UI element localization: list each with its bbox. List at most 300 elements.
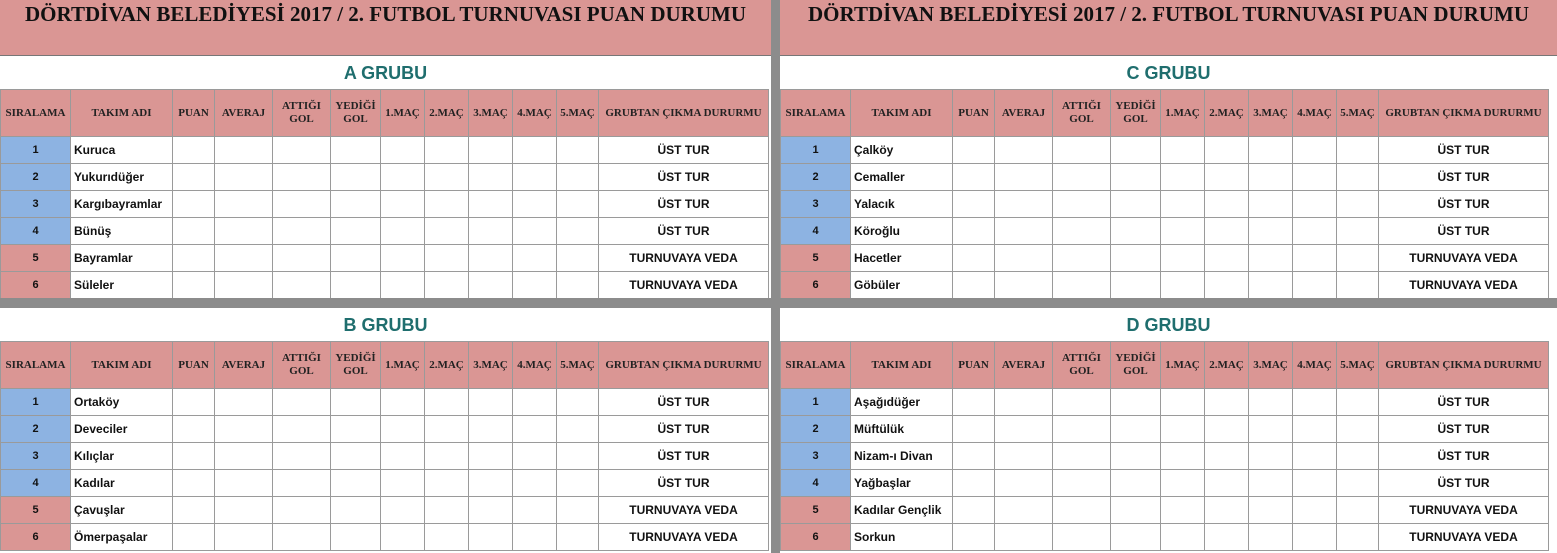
average-cell (995, 245, 1053, 272)
match-2-cell (425, 416, 469, 443)
standings-row (781, 470, 1549, 497)
points-cell (953, 164, 995, 191)
goals-for-cell (1053, 272, 1111, 299)
team-name-cell: Aşağıdüğer (851, 389, 953, 416)
goals-for-cell (1053, 524, 1111, 551)
header-match-2: 2.MAÇ (1205, 90, 1249, 137)
match-3-cell (469, 137, 513, 164)
header-team: TAKIM ADI (71, 342, 173, 389)
match-5-cell (1337, 272, 1379, 299)
rank-cell: 4 (781, 218, 851, 245)
match-4-cell (513, 524, 557, 551)
match-5-cell (1337, 218, 1379, 245)
status-cell: ÜST TUR (1379, 389, 1549, 416)
match-2-cell (425, 137, 469, 164)
team-name-cell: Cemaller (851, 164, 953, 191)
header-group-status: GRUBTAN ÇIKMA DURURMU (599, 342, 769, 389)
team-name-cell: Deveciler (71, 416, 173, 443)
match-5-cell (1337, 191, 1379, 218)
points-cell (953, 524, 995, 551)
match-4-cell (513, 191, 557, 218)
match-3-cell (469, 497, 513, 524)
header-goals-against: YEDİĞİ GOL (331, 342, 381, 389)
match-4-cell (513, 389, 557, 416)
standings-row (1, 524, 769, 551)
header-goals-for: ATTIĞI GOL (273, 342, 331, 389)
match-2-cell (1205, 524, 1249, 551)
match-3-cell (1249, 272, 1293, 299)
rank-cell: 3 (781, 191, 851, 218)
match-3-cell (1249, 524, 1293, 551)
goals-against-cell (1111, 497, 1161, 524)
goals-against-cell (331, 245, 381, 272)
status-cell: ÜST TUR (599, 443, 769, 470)
average-cell (995, 470, 1053, 497)
goals-for-cell (273, 245, 331, 272)
match-4-cell (513, 443, 557, 470)
match-2-cell (425, 272, 469, 299)
match-2-cell (425, 164, 469, 191)
standings-row (1, 191, 769, 218)
goals-for-cell (273, 218, 331, 245)
match-1-cell (381, 218, 425, 245)
page-title-right: DÖRTDİVAN BELEDİYESİ 2017 / 2. FUTBOL TURNUVASI PUAN DURUMU (780, 0, 1557, 56)
goals-against-cell (1111, 443, 1161, 470)
rank-cell: 4 (781, 470, 851, 497)
header-goals-for: ATTIĞI GOL (1053, 90, 1111, 137)
team-name-cell: Sorkun (851, 524, 953, 551)
header-match-5: 5.MAÇ (557, 90, 599, 137)
points-cell (953, 443, 995, 470)
match-4-cell (513, 245, 557, 272)
rank-cell: 1 (781, 389, 851, 416)
header-group-status: GRUBTAN ÇIKMA DURURMU (1379, 90, 1549, 137)
status-cell: TURNUVAYA VEDA (1379, 245, 1549, 272)
status-cell: ÜST TUR (599, 416, 769, 443)
status-cell: ÜST TUR (1379, 218, 1549, 245)
header-rank: SIRALAMA (1, 90, 71, 137)
points-cell (953, 218, 995, 245)
team-name-cell: Bayramlar (71, 245, 173, 272)
match-3-cell (1249, 164, 1293, 191)
match-1-cell (381, 164, 425, 191)
average-cell (215, 416, 273, 443)
goals-for-cell (1053, 470, 1111, 497)
average-cell (215, 191, 273, 218)
match-3-cell (1249, 137, 1293, 164)
header-match-5: 5.MAÇ (1337, 342, 1379, 389)
header-rank: SIRALAMA (781, 90, 851, 137)
points-cell (173, 416, 215, 443)
points-cell (953, 191, 995, 218)
team-name-cell: Kadılar Gençlik (851, 497, 953, 524)
rank-cell: 5 (1, 245, 71, 272)
match-1-cell (381, 389, 425, 416)
match-2-cell (1205, 497, 1249, 524)
status-cell: TURNUVAYA VEDA (599, 245, 769, 272)
average-cell (995, 443, 1053, 470)
match-3-cell (1249, 245, 1293, 272)
match-5-cell (557, 416, 599, 443)
match-2-cell (425, 443, 469, 470)
points-cell (173, 191, 215, 218)
match-5-cell (1337, 524, 1379, 551)
match-5-cell (557, 470, 599, 497)
match-1-cell (381, 497, 425, 524)
match-4-cell (1293, 497, 1337, 524)
match-1-cell (1161, 191, 1205, 218)
team-name-cell: Ortaköy (71, 389, 173, 416)
match-2-cell (425, 218, 469, 245)
match-5-cell (557, 497, 599, 524)
average-cell (215, 272, 273, 299)
header-average: AVERAJ (995, 90, 1053, 137)
standings-row (1, 137, 769, 164)
match-4-cell (1293, 443, 1337, 470)
match-5-cell (557, 272, 599, 299)
standings-row (781, 272, 1549, 299)
match-4-cell (1293, 137, 1337, 164)
standings-row (781, 191, 1549, 218)
rank-cell: 6 (1, 524, 71, 551)
match-3-cell (1249, 443, 1293, 470)
match-3-cell (1249, 389, 1293, 416)
standings-row (1, 272, 769, 299)
header-goals-against: YEDİĞİ GOL (1111, 90, 1161, 137)
match-5-cell (557, 164, 599, 191)
header-match-1: 1.MAÇ (381, 342, 425, 389)
match-2-cell (1205, 164, 1249, 191)
match-4-cell (1293, 191, 1337, 218)
status-cell: ÜST TUR (1379, 191, 1549, 218)
goals-against-cell (331, 470, 381, 497)
status-cell: TURNUVAYA VEDA (599, 272, 769, 299)
points-cell (173, 389, 215, 416)
match-1-cell (1161, 389, 1205, 416)
goals-for-cell (273, 191, 331, 218)
average-cell (215, 389, 273, 416)
match-5-cell (557, 524, 599, 551)
match-1-cell (1161, 245, 1205, 272)
match-1-cell (1161, 137, 1205, 164)
status-cell: ÜST TUR (599, 218, 769, 245)
match-2-cell (1205, 218, 1249, 245)
standings-row (781, 443, 1549, 470)
goals-for-cell (1053, 218, 1111, 245)
match-4-cell (1293, 272, 1337, 299)
standings-row (1, 218, 769, 245)
points-cell (173, 218, 215, 245)
points-cell (953, 137, 995, 164)
team-name-cell: Kuruca (71, 137, 173, 164)
match-1-cell (1161, 524, 1205, 551)
match-2-cell (1205, 245, 1249, 272)
goals-against-cell (1111, 191, 1161, 218)
points-cell (953, 497, 995, 524)
points-cell (173, 164, 215, 191)
match-4-cell (1293, 470, 1337, 497)
status-cell: TURNUVAYA VEDA (599, 524, 769, 551)
standings-row (1, 164, 769, 191)
match-1-cell (1161, 497, 1205, 524)
goals-for-cell (273, 137, 331, 164)
team-name-cell: Bünüş (71, 218, 173, 245)
match-5-cell (1337, 137, 1379, 164)
header-points: PUAN (953, 90, 995, 137)
goals-against-cell (1111, 272, 1161, 299)
team-name-cell: Süleler (71, 272, 173, 299)
header-match-3: 3.MAÇ (469, 90, 513, 137)
header-points: PUAN (173, 90, 215, 137)
match-5-cell (1337, 389, 1379, 416)
match-1-cell (1161, 416, 1205, 443)
team-name-cell: Yağbaşlar (851, 470, 953, 497)
team-name-cell: Kılıçlar (71, 443, 173, 470)
match-2-cell (425, 497, 469, 524)
header-match-3: 3.MAÇ (1249, 342, 1293, 389)
team-name-cell: Köroğlu (851, 218, 953, 245)
match-2-cell (425, 470, 469, 497)
match-1-cell (381, 470, 425, 497)
rank-cell: 5 (781, 245, 851, 272)
group-title-c: C GRUBU (1126, 63, 1211, 83)
rank-cell: 4 (1, 470, 71, 497)
match-4-cell (1293, 245, 1337, 272)
match-5-cell (1337, 470, 1379, 497)
match-1-cell (381, 524, 425, 551)
standings-row (781, 416, 1549, 443)
group-table-b (0, 341, 769, 551)
header-match-1: 1.MAÇ (1161, 342, 1205, 389)
match-3-cell (1249, 497, 1293, 524)
average-cell (215, 443, 273, 470)
group-table-c (780, 89, 1549, 299)
standings-row (781, 497, 1549, 524)
goals-against-cell (331, 137, 381, 164)
header-points: PUAN (173, 342, 215, 389)
header-match-3: 3.MAÇ (1249, 90, 1293, 137)
team-name-cell: Ömerpaşalar (71, 524, 173, 551)
header-match-5: 5.MAÇ (557, 342, 599, 389)
standings-row (781, 218, 1549, 245)
standings-row (781, 137, 1549, 164)
rank-cell: 2 (1, 416, 71, 443)
rank-cell: 2 (781, 416, 851, 443)
match-4-cell (513, 164, 557, 191)
match-2-cell (1205, 389, 1249, 416)
average-cell (995, 191, 1053, 218)
match-5-cell (557, 245, 599, 272)
goals-for-cell (1053, 389, 1111, 416)
goals-against-cell (331, 272, 381, 299)
status-cell: TURNUVAYA VEDA (1379, 497, 1549, 524)
goals-for-cell (273, 272, 331, 299)
goals-against-cell (331, 416, 381, 443)
points-cell (173, 470, 215, 497)
match-1-cell (1161, 164, 1205, 191)
average-cell (995, 137, 1053, 164)
match-5-cell (1337, 416, 1379, 443)
goals-against-cell (1111, 470, 1161, 497)
goals-against-cell (1111, 416, 1161, 443)
team-name-cell: Müftülük (851, 416, 953, 443)
header-match-4: 4.MAÇ (513, 342, 557, 389)
header-match-5: 5.MAÇ (1337, 90, 1379, 137)
goals-against-cell (1111, 524, 1161, 551)
average-cell (995, 497, 1053, 524)
match-1-cell (1161, 218, 1205, 245)
match-3-cell (469, 164, 513, 191)
goals-for-cell (273, 164, 331, 191)
match-2-cell (1205, 470, 1249, 497)
match-3-cell (469, 524, 513, 551)
match-5-cell (1337, 443, 1379, 470)
match-5-cell (1337, 164, 1379, 191)
goals-against-cell (1111, 389, 1161, 416)
goals-for-cell (1053, 245, 1111, 272)
goals-against-cell (331, 389, 381, 416)
match-2-cell (1205, 443, 1249, 470)
left-standings-panel (0, 0, 771, 553)
match-5-cell (557, 218, 599, 245)
group-title-b: B GRUBU (343, 315, 428, 335)
match-2-cell (1205, 416, 1249, 443)
goals-for-cell (273, 443, 331, 470)
goals-against-cell (331, 164, 381, 191)
header-rank: SIRALAMA (1, 342, 71, 389)
rank-cell: 3 (781, 443, 851, 470)
team-name-cell: Göbüler (851, 272, 953, 299)
points-cell (953, 389, 995, 416)
average-cell (995, 389, 1053, 416)
header-rank: SIRALAMA (781, 342, 851, 389)
team-name-cell: Çavuşlar (71, 497, 173, 524)
match-4-cell (1293, 218, 1337, 245)
group-table-a (0, 89, 769, 299)
average-cell (215, 524, 273, 551)
match-1-cell (381, 443, 425, 470)
header-match-1: 1.MAÇ (1161, 90, 1205, 137)
goals-against-cell (331, 218, 381, 245)
group-title-a: A GRUBU (343, 63, 428, 83)
points-cell (173, 137, 215, 164)
header-match-3: 3.MAÇ (469, 342, 513, 389)
rank-cell: 3 (1, 191, 71, 218)
standings-row (1, 443, 769, 470)
standings-row (1, 416, 769, 443)
match-1-cell (1161, 470, 1205, 497)
header-average: AVERAJ (215, 342, 273, 389)
match-1-cell (1161, 443, 1205, 470)
rank-cell: 1 (1, 137, 71, 164)
header-group-status: GRUBTAN ÇIKMA DURURMU (599, 90, 769, 137)
goals-for-cell (273, 497, 331, 524)
goals-for-cell (1053, 137, 1111, 164)
header-match-4: 4.MAÇ (1293, 90, 1337, 137)
standings-row (781, 524, 1549, 551)
match-2-cell (1205, 137, 1249, 164)
header-team: TAKIM ADI (71, 90, 173, 137)
average-cell (995, 524, 1053, 551)
match-4-cell (1293, 416, 1337, 443)
standings-row (1, 497, 769, 524)
team-name-cell: Hacetler (851, 245, 953, 272)
match-3-cell (469, 272, 513, 299)
header-goals-against: YEDİĞİ GOL (1111, 342, 1161, 389)
standings-row (781, 389, 1549, 416)
status-cell: ÜST TUR (599, 389, 769, 416)
goals-for-cell (1053, 164, 1111, 191)
goals-against-cell (331, 524, 381, 551)
match-1-cell (381, 272, 425, 299)
rank-cell: 3 (1, 443, 71, 470)
average-cell (215, 470, 273, 497)
match-4-cell (513, 272, 557, 299)
status-cell: ÜST TUR (1379, 416, 1549, 443)
match-4-cell (1293, 164, 1337, 191)
team-name-cell: Yalacık (851, 191, 953, 218)
match-3-cell (469, 245, 513, 272)
rank-cell: 2 (781, 164, 851, 191)
status-cell: ÜST TUR (1379, 443, 1549, 470)
match-2-cell (425, 524, 469, 551)
goals-against-cell (1111, 164, 1161, 191)
rank-cell: 2 (1, 164, 71, 191)
match-5-cell (1337, 497, 1379, 524)
rank-cell: 1 (1, 389, 71, 416)
points-cell (173, 497, 215, 524)
goals-against-cell (331, 191, 381, 218)
average-cell (215, 245, 273, 272)
panel-divider-left (0, 298, 771, 308)
average-cell (215, 137, 273, 164)
team-name-cell: Nizam-ı Divan (851, 443, 953, 470)
panel-divider-right (780, 298, 1557, 308)
team-name-cell: Kadılar (71, 470, 173, 497)
status-cell: ÜST TUR (599, 191, 769, 218)
match-4-cell (513, 218, 557, 245)
match-3-cell (469, 389, 513, 416)
goals-for-cell (273, 524, 331, 551)
points-cell (173, 443, 215, 470)
goals-against-cell (1111, 137, 1161, 164)
match-5-cell (1337, 245, 1379, 272)
match-3-cell (469, 470, 513, 497)
status-cell: ÜST TUR (599, 470, 769, 497)
match-5-cell (557, 137, 599, 164)
goals-for-cell (273, 416, 331, 443)
header-average: AVERAJ (215, 90, 273, 137)
average-cell (215, 497, 273, 524)
standings-row (1, 470, 769, 497)
average-cell (995, 164, 1053, 191)
standings-row (1, 389, 769, 416)
team-name-cell: Çalköy (851, 137, 953, 164)
header-team: TAKIM ADI (851, 342, 953, 389)
status-cell: ÜST TUR (599, 137, 769, 164)
average-cell (215, 218, 273, 245)
match-2-cell (1205, 191, 1249, 218)
match-1-cell (381, 416, 425, 443)
average-cell (995, 416, 1053, 443)
group-table-d (780, 341, 1549, 551)
rank-cell: 1 (781, 137, 851, 164)
points-cell (953, 272, 995, 299)
goals-for-cell (1053, 443, 1111, 470)
team-name-cell: Yukurıdüğer (71, 164, 173, 191)
match-3-cell (469, 416, 513, 443)
header-match-1: 1.MAÇ (381, 90, 425, 137)
